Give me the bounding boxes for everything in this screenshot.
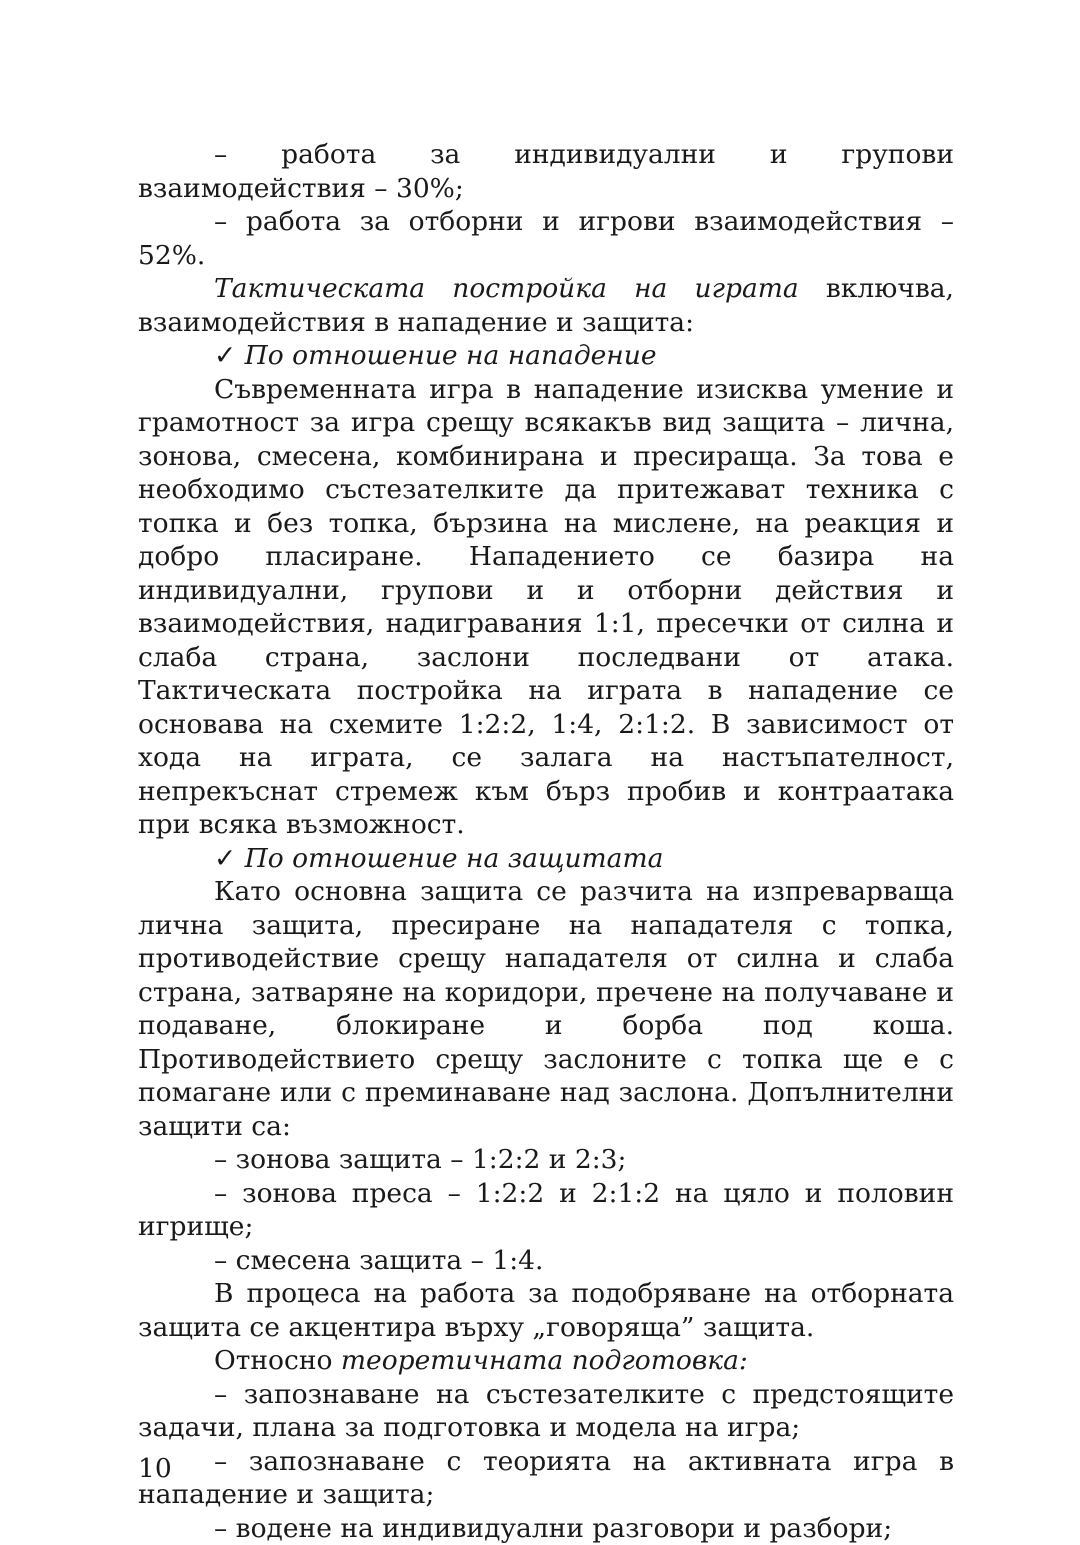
heading-defense <box>138 842 954 876</box>
heading-defense-text: По отношение на защитата <box>245 843 664 874</box>
heading-attack <box>138 339 954 373</box>
list-item-tasks: – запознаване на състезателките с предстоящите задачи, плана за подготовка и модела на игра; <box>138 1378 954 1445</box>
page-number: 10 <box>138 1452 172 1486</box>
list-item-zone-press: – зонова преса – 1:2:2 и 2:1:2 на цяло и половин игрище; <box>138 1177 954 1244</box>
list-item-zone-defense: – зонова защита – 1:2:2 и 2:3; <box>138 1143 954 1177</box>
paragraph-individual-group-work: – работа за индивидуални и групови взаимодействия – 30%; <box>138 138 954 205</box>
tactical-structure-term: Тактическата постройка на играта <box>214 273 799 304</box>
tactical-structure-text: включва, взаимодействия в нападение и защита: <box>138 273 954 338</box>
list-item-individual-talks: – водене на индивидуални разговори и разбори; <box>138 1512 954 1545</box>
paragraph-team-work: – работа за отборни и игрови взаимодействия – 52%. <box>138 205 954 272</box>
page-body <box>138 138 954 1545</box>
checkmark-icon: ✓ <box>214 340 245 371</box>
heading-attack-text: По отношение на нападение <box>245 340 657 371</box>
list-item-mixed-defense: – смесена защита – 1:4. <box>138 1244 954 1278</box>
paragraph-attack: Съвременната игра в нападение изисква умение и грамотност за игра срещу всякакъв вид защита – лична, зонова, смесена, комбинирана и пресираща. За това е необходимо състезателките да притежават техника с топка и без топка, бързина на мислене, на реакция и добро пласиране. Нападението се базира на индивидуални, групови и и отборни действия и взаимодействия, надигравания 1:1, пресечки от силна и слаба страна, заслони последвани от атака. Тактическата постройка на играта в нападение се основава на схемите 1:2:2, 1:4, 2:1:2. В зависимост от хода на играта, се залага на настъпателност, непрекъснат стремеж към бърз пробив и контраатака при всяка възможност. <box>138 373 954 842</box>
paragraph-defense: Като основна защита се разчита на изпреварваща лична защита, пресиране на нападателя с топка, противодействие срещу нападателя от силна и слаба страна, затваряне на коридори, пречене на получаване и подаване, блокиране и борба под коша. Противодействието срещу заслоните с топка ще е с помагане или с преминаване над заслона. Допълнителни защити са: <box>138 875 954 1143</box>
paragraph-talking-defense: В процеса на работа за подобряване на отборната защита се акцентира върху „говоряща” защита. <box>138 1277 954 1344</box>
theory-term: теоретичната подготовка: <box>341 1345 748 1376</box>
paragraph-theory <box>138 1344 954 1378</box>
paragraph-tactical-structure <box>138 272 954 339</box>
theory-lead-text: Относно <box>214 1345 341 1376</box>
checkmark-icon: ✓ <box>214 843 245 874</box>
list-item-theory-active-play: – запознаване с теорията на активната игра в нападение и защита; <box>138 1445 954 1512</box>
